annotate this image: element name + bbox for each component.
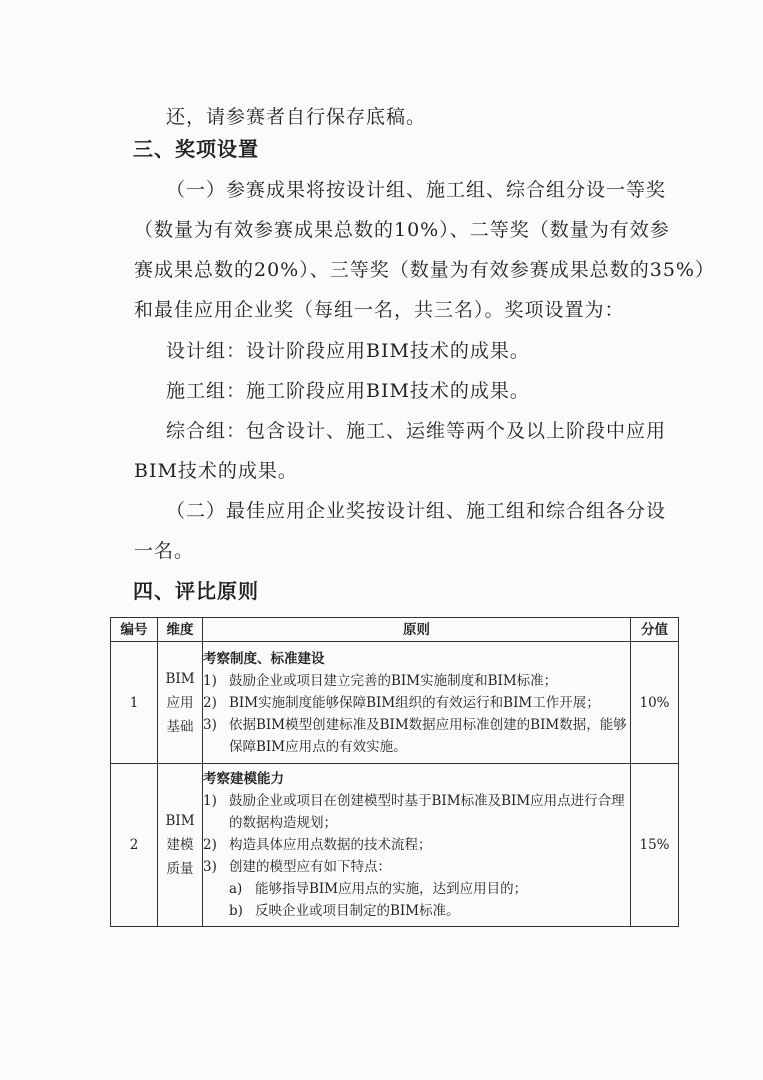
item-number: 2) [203, 837, 217, 853]
item-text: 鼓励企业或项目在创建模型时基于BIM标准及BIM应用点进行合理的数据构造规划； [229, 793, 625, 831]
group-design-line: 设计组：设计阶段应用BIM技术的成果。 [166, 340, 530, 362]
group-construction-line: 施工组：施工阶段应用BIM技术的成果。 [166, 380, 530, 402]
item-text: 依据BIM模型创建标准及BIM数据应用标准创建的BIM数据，能够保障BIM应用点的有效实施。 [229, 716, 627, 755]
list-subitem [203, 900, 630, 922]
principle-title: 考察制度、标准建设 [203, 650, 325, 667]
item-number: 2) [203, 694, 217, 711]
list-item [203, 834, 630, 856]
item-text: BIM实施制度能够保障BIM组织的有效运行和BIM工作开展； [229, 694, 600, 711]
subitem-number: b) [229, 903, 243, 919]
item-number: 1) [203, 793, 217, 809]
text-line: 一名。 [134, 540, 195, 562]
row-score: 10% [631, 642, 679, 764]
row-dimension [158, 764, 203, 927]
subitem-number: a) [229, 881, 243, 897]
row-principle [203, 764, 631, 927]
table-header-row [111, 618, 679, 642]
item-number: 3) [203, 716, 217, 733]
subitem-text: 反映企业或项目制定的BIM标准。 [255, 903, 460, 919]
row-no: 1 [111, 642, 158, 764]
dimension-text: BIM 应用 基础 [165, 670, 195, 735]
text-line: 还，请参赛者自行保存底稿。 [166, 106, 427, 128]
item-number: 1) [203, 672, 217, 689]
row-principle [203, 642, 631, 764]
list-subitem [203, 878, 630, 900]
header-no: 编号 [111, 618, 158, 642]
text-line: 和最佳应用企业奖（每组一名，共三名）。奖项设置为： [134, 299, 625, 321]
principle-title: 考察建模能力 [203, 771, 284, 787]
list-item [203, 714, 630, 758]
group-comprehensive-line: 综合组：包含设计、施工、运维等两个及以上阶段中应用 [166, 420, 667, 442]
item-number: 3) [203, 859, 217, 875]
table-row [111, 764, 679, 927]
row-dimension [158, 642, 203, 764]
table-row [111, 642, 679, 764]
header-score: 分值 [631, 618, 679, 642]
list-item [203, 692, 630, 714]
header-principle: 原则 [203, 618, 631, 642]
list-item [203, 856, 630, 878]
text-line: 赛成果总数的20%）、三等奖（数量为有效参赛成果总数的35%） [134, 259, 715, 281]
item-text: 构造具体应用点数据的技术流程； [229, 837, 432, 853]
text-line: BIM技术的成果。 [134, 460, 298, 482]
evaluation-table [110, 617, 679, 927]
section-heading-principles: 四、评比原则 [133, 579, 259, 603]
header-dimension: 维度 [158, 618, 203, 642]
text-line: （数量为有效参赛成果总数的10%）、二等奖（数量为有效参 [134, 219, 670, 241]
list-item [203, 670, 630, 692]
section-heading-awards: 三、奖项设置 [133, 137, 259, 161]
text-line: （二）最佳应用企业奖按设计组、施工组和综合组各分设 [166, 500, 667, 522]
item-text: 鼓励企业或项目建立完善的BIM实施制度和BIM标准； [229, 672, 558, 689]
row-score: 15% [631, 764, 679, 927]
list-item [203, 790, 630, 834]
row-no: 2 [111, 764, 158, 927]
text-line: （一）参赛成果将按设计组、施工组、综合组分设一等奖 [166, 179, 667, 201]
item-text: 创建的模型应有如下特点： [229, 859, 391, 875]
subitem-text: 能够指导BIM应用点的实施，达到应用目的； [255, 881, 528, 897]
dimension-text: BIM 建模 质量 [165, 813, 195, 877]
